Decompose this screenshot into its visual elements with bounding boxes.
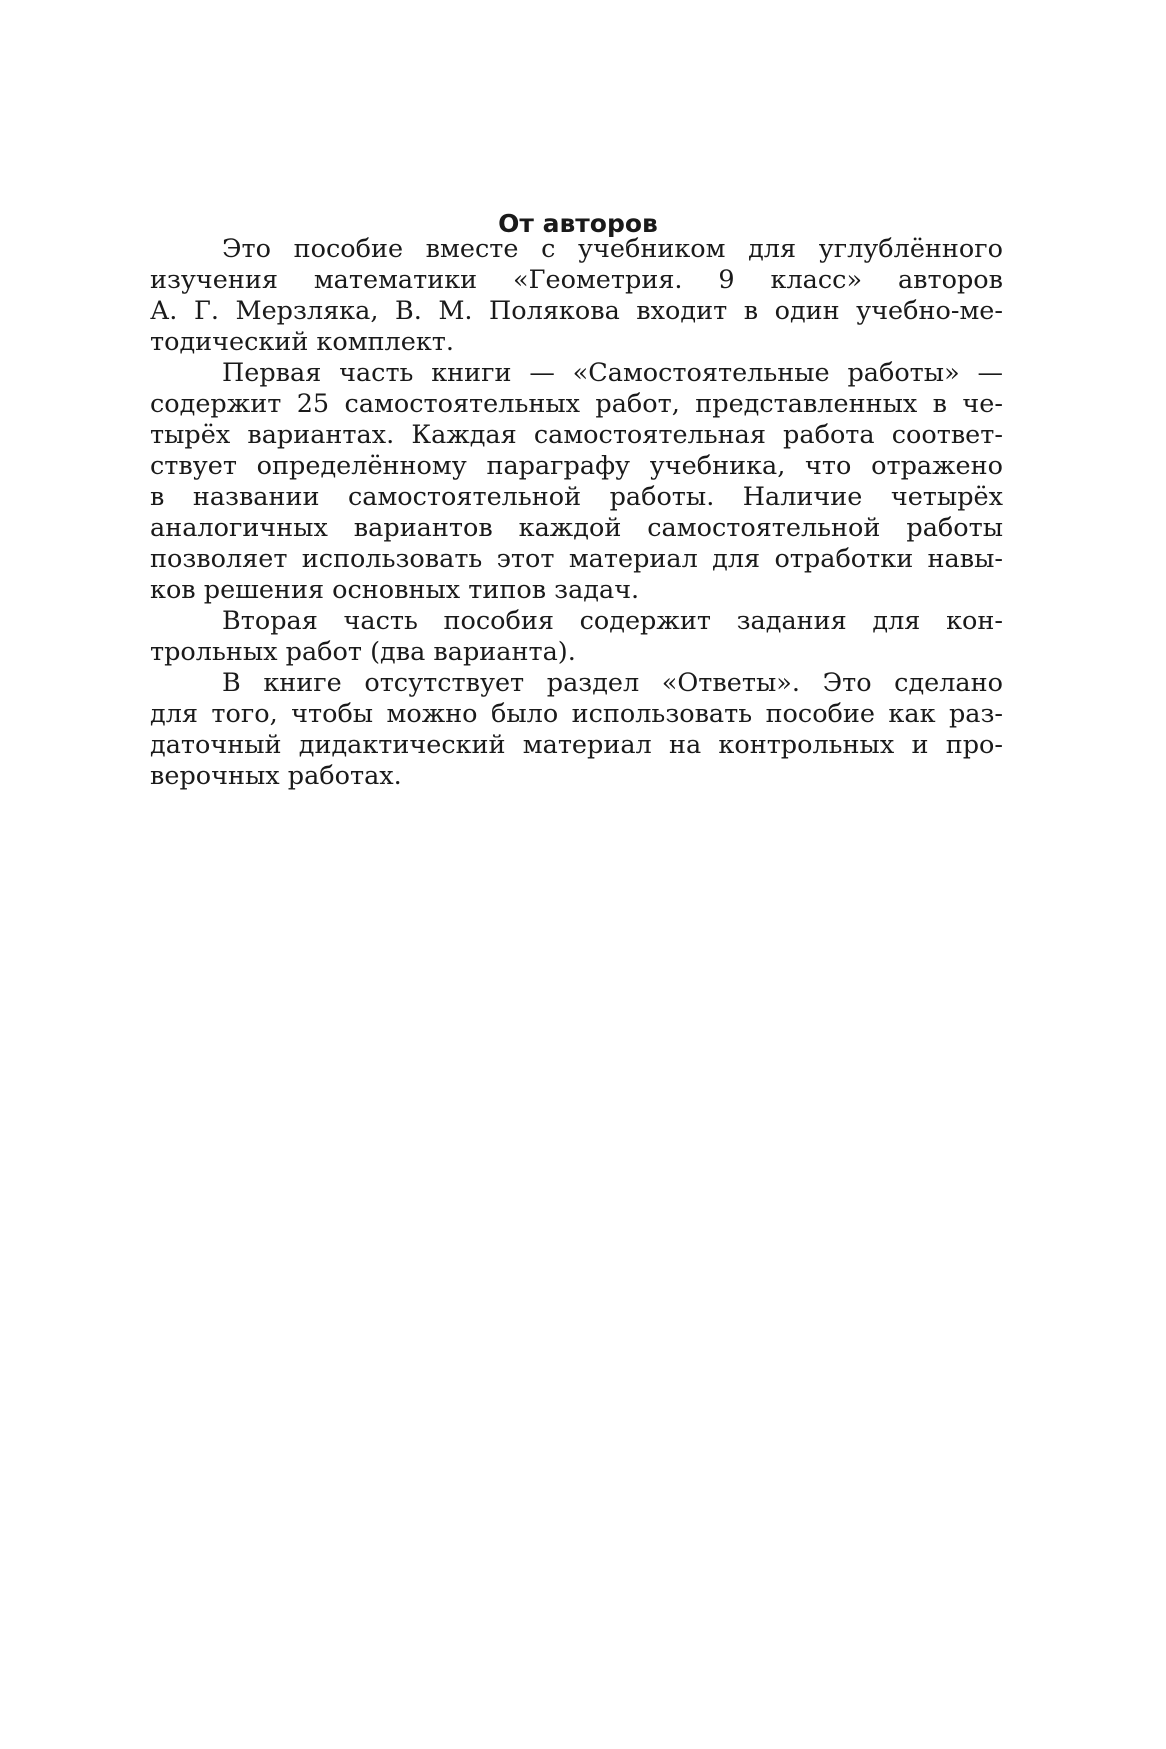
text-line: аналогичных вариантов каждой самостоятельной работы — [150, 513, 1003, 543]
text-line: верочных работах. — [150, 761, 402, 791]
text-line: тодический комплект. — [150, 327, 454, 357]
text-line: А. Г. Мерзляка, В. М. Полякова входит в один учебно-ме- — [150, 296, 1003, 326]
text-line: изучения математики «Геометрия. 9 класс» авторов — [150, 265, 1003, 295]
text-line: содержит 25 самостоятельных работ, представленных в че- — [150, 389, 1003, 419]
text-line: даточный дидактический материал на контрольных и про- — [150, 730, 1003, 760]
page-title: От авторов — [498, 209, 658, 238]
text-line: в названии самостоятельной работы. Наличие четырёх — [150, 482, 1003, 512]
text-line: Это пособие вместе с учебником для углублённого — [222, 234, 1003, 264]
text-line: трольных работ (два варианта). — [150, 637, 576, 667]
text-line: тырёх вариантах. Каждая самостоятельная работа соответ- — [150, 420, 1003, 450]
text-line: ствует определённому параграфу учебника, что отражено — [150, 451, 1003, 481]
text-line: В книге отсутствует раздел «Ответы». Это сделано — [222, 668, 1003, 698]
text-line: Первая часть книги — «Самостоятельные работы» — — [222, 358, 1003, 388]
text-line: для того, чтобы можно было использовать пособие как раз- — [150, 699, 1003, 729]
text-line: позволяет использовать этот материал для отработки навы- — [150, 544, 1003, 574]
text-line: Вторая часть пособия содержит задания для кон- — [222, 606, 1003, 636]
text-line: ков решения основных типов задач. — [150, 575, 640, 605]
